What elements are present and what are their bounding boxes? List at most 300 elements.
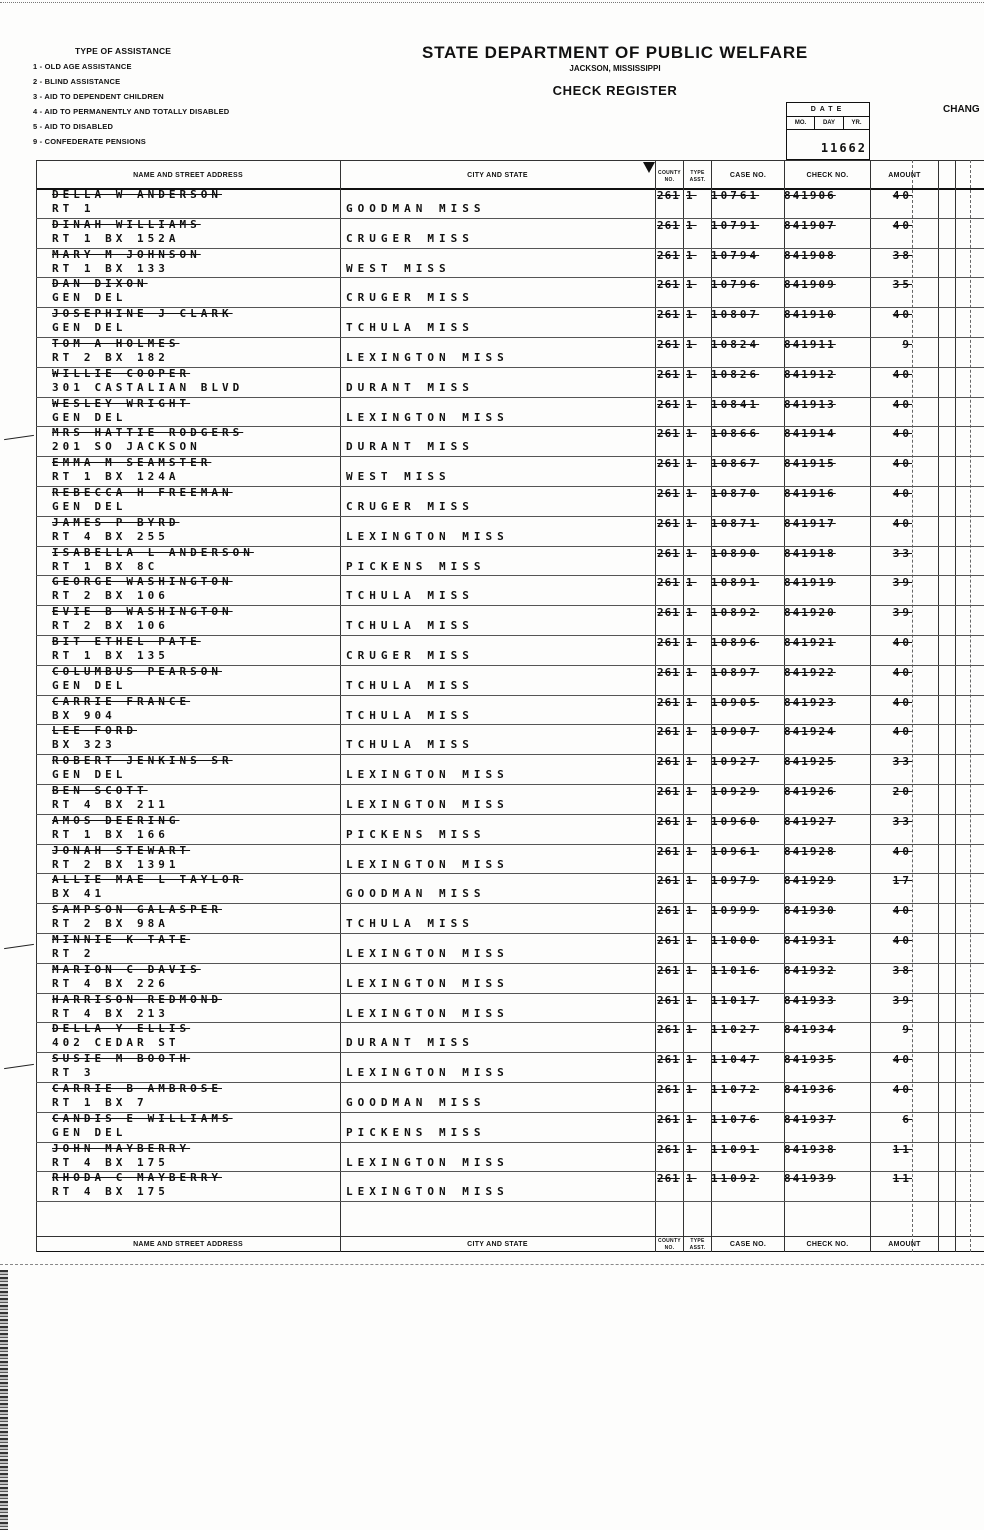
county-number: 261 xyxy=(657,1142,680,1156)
check-number: 841909 xyxy=(784,278,836,292)
check-number: 841931 xyxy=(784,934,836,947)
check-number: 841918 xyxy=(784,546,836,560)
assistance-type: 1 xyxy=(686,487,697,500)
col-type-asst: TYPE ASST. xyxy=(689,170,706,183)
payee-address: RT 2 BX 182 xyxy=(52,351,169,364)
assistance-type: 1 xyxy=(686,546,697,560)
county-number: 261 xyxy=(657,993,680,1007)
payment-amount: 40 xyxy=(892,218,912,232)
case-number: 11000 xyxy=(711,934,760,947)
payee-name: TOM A HOLMES xyxy=(52,337,180,350)
register-row xyxy=(36,904,984,934)
legend-item: 2 - BLIND ASSISTANCE xyxy=(33,77,121,86)
payee-name: DAN DIXON xyxy=(52,277,148,291)
payee-city-state: LEXINGTON MISS xyxy=(346,798,509,811)
payee-name: JAMES P BYRD xyxy=(52,515,180,529)
payee-name: SUSIE M BOOTH xyxy=(52,1052,191,1066)
footer-col-name-address: NAME AND STREET ADDRESS xyxy=(133,1241,243,1248)
payee-address: RT 1 BX 135 xyxy=(52,649,169,662)
payee-address: BX 323 xyxy=(52,738,116,752)
footer-col-amount: AMOUNT xyxy=(888,1241,921,1248)
assistance-type: 1 xyxy=(686,1142,697,1156)
payee-name: DINAH WILLIAMS xyxy=(52,217,201,231)
check-number: 841928 xyxy=(784,844,836,858)
register-row xyxy=(36,1083,984,1113)
footer-col-county-no: COUNTY NO. xyxy=(658,1238,681,1251)
payee-name: HARRISON REDMOND xyxy=(52,992,222,1006)
check-number: 841934 xyxy=(784,1023,836,1037)
payee-address: RT 4 BX 175 xyxy=(52,1185,169,1199)
payment-amount: 40 xyxy=(892,457,912,471)
col-case-no: CASE NO. xyxy=(729,172,767,179)
register-row xyxy=(36,1113,984,1143)
check-number: 841936 xyxy=(784,1083,836,1096)
payee-city-state: LEXINGTON MISS xyxy=(346,1006,509,1020)
assistance-type: 1 xyxy=(686,397,697,411)
payee-name: DELLA Y ELLIS xyxy=(52,1022,191,1036)
payee-address: RT 2 BX 106 xyxy=(52,619,169,633)
county-number: 261 xyxy=(657,218,680,232)
payee-name: REBECCA H FREEMAN xyxy=(52,486,233,499)
register-row xyxy=(36,338,984,368)
payee-name: JOSEPHINE J CLARK xyxy=(52,307,233,321)
case-number: 10927 xyxy=(711,755,760,769)
county-number: 261 xyxy=(657,516,680,530)
case-number: 11027 xyxy=(711,1023,760,1037)
payee-name: ROBERT JENKINS SR xyxy=(52,754,233,768)
payee-name: MARY M JOHNSON xyxy=(52,247,201,261)
table-top-rule xyxy=(36,160,984,161)
assistance-type: 1 xyxy=(686,189,697,202)
date-box xyxy=(786,102,870,160)
payee-address: RT 1 BX 124A xyxy=(52,470,180,484)
register-row xyxy=(36,934,984,964)
payee-city-state: TCHULA MISS xyxy=(346,619,474,633)
payee-city-state: PICKENS MISS xyxy=(346,1125,486,1139)
payee-name: DELLA W ANDERSON xyxy=(52,188,222,201)
payment-amount: 39 xyxy=(892,993,912,1007)
legend-item: 5 - AID TO DISABLED xyxy=(33,122,114,131)
county-number: 261 xyxy=(657,844,680,858)
county-number: 261 xyxy=(657,814,680,828)
payee-city-state: WEST MISS xyxy=(346,261,451,275)
check-number: 841927 xyxy=(784,814,836,828)
payment-amount: 33 xyxy=(892,755,912,769)
payee-city-state: LEXINGTON MISS xyxy=(346,947,509,960)
col-amount: AMOUNT xyxy=(888,172,921,179)
case-number: 10807 xyxy=(711,308,760,322)
agency-location: JACKSON, MISSISSIPPI xyxy=(569,64,661,73)
bottom-scan-edge xyxy=(0,1264,984,1265)
assistance-type-legend xyxy=(33,44,229,149)
payee-city-state: WEST MISS xyxy=(346,470,451,484)
footer-col-check-no: CHECK NO. xyxy=(806,1241,849,1248)
payee-city-state: CRUGER MISS xyxy=(346,231,474,245)
left-scan-edge xyxy=(0,1270,8,1530)
legend-item: 1 - OLD AGE ASSISTANCE xyxy=(33,62,132,71)
payee-address: GEN DEL xyxy=(52,500,127,513)
case-number: 10841 xyxy=(711,397,760,411)
payment-amount: 38 xyxy=(892,963,912,977)
payee-address: GEN DEL xyxy=(52,410,127,424)
payee-city-state: TCHULA MISS xyxy=(346,321,474,335)
case-number: 10929 xyxy=(711,785,760,798)
check-number: 841910 xyxy=(784,308,836,322)
payment-amount: 9 xyxy=(902,338,912,351)
case-number: 10791 xyxy=(711,218,760,232)
payee-name: EVIE B WASHINGTON xyxy=(52,605,233,619)
county-number: 261 xyxy=(657,755,680,769)
payee-name: BIT ETHEL PATE xyxy=(52,635,201,648)
check-number: 841923 xyxy=(784,695,836,709)
payee-address: GEN DEL xyxy=(52,678,127,692)
payment-amount: 40 xyxy=(892,904,912,918)
payee-address: 402 CEDAR ST xyxy=(52,1036,180,1050)
col-name-address: NAME AND STREET ADDRESS xyxy=(133,172,243,179)
payee-address: BX 904 xyxy=(52,708,116,722)
footer-top-rule xyxy=(36,1236,984,1237)
county-number: 261 xyxy=(657,546,680,560)
register-row xyxy=(36,278,984,308)
case-number: 10870 xyxy=(711,487,760,500)
check-number: 841920 xyxy=(784,606,836,620)
payment-amount: 40 xyxy=(892,308,912,322)
case-number: 10907 xyxy=(711,725,760,739)
register-row xyxy=(36,636,984,666)
payee-city-state: GOODMAN MISS xyxy=(346,202,486,215)
payee-city-state: LEXINGTON MISS xyxy=(346,768,509,782)
county-number: 261 xyxy=(657,427,680,441)
assistance-type: 1 xyxy=(686,963,697,977)
payee-city-state: LEXINGTON MISS xyxy=(346,351,509,364)
date-day-label: DAY xyxy=(815,117,844,130)
payee-address: RT 4 BX 226 xyxy=(52,976,169,990)
assistance-type: 1 xyxy=(686,278,697,292)
county-number: 261 xyxy=(657,1023,680,1037)
assistance-type: 1 xyxy=(686,218,697,232)
register-row xyxy=(36,964,984,994)
payee-city-state: CRUGER MISS xyxy=(346,649,474,662)
assistance-type: 1 xyxy=(686,725,697,739)
assistance-type: 1 xyxy=(686,695,697,709)
assistance-type: 1 xyxy=(686,1112,697,1126)
payee-address: RT 4 BX 213 xyxy=(52,1006,169,1020)
payment-amount: 40 xyxy=(892,636,912,649)
payee-name: ALLIE MAE L TAYLOR xyxy=(52,873,244,887)
row-rule xyxy=(36,1201,984,1202)
payee-name: WILLIE COOPER xyxy=(52,366,191,380)
county-number: 261 xyxy=(657,457,680,471)
top-scan-edge xyxy=(0,2,984,5)
payee-city-state: LEXINGTON MISS xyxy=(346,1066,509,1080)
payment-amount: 40 xyxy=(892,725,912,739)
payee-address: 201 SO JACKSON xyxy=(52,440,201,454)
case-number: 10905 xyxy=(711,695,760,709)
col-city-state: CITY AND STATE xyxy=(467,172,528,179)
assistance-type: 1 xyxy=(686,904,697,918)
check-number: 841939 xyxy=(784,1172,836,1186)
payment-amount: 40 xyxy=(892,695,912,709)
county-number: 261 xyxy=(657,665,680,679)
county-number: 261 xyxy=(657,189,680,202)
register-row xyxy=(36,457,984,487)
payee-address: GEN DEL xyxy=(52,1125,127,1139)
payee-name: AMOS DEERING xyxy=(52,813,180,827)
payee-name: GEORGE WASHINGTON xyxy=(52,575,233,589)
payment-amount: 20 xyxy=(892,785,912,798)
check-number: 841921 xyxy=(784,636,836,649)
payment-amount: 11 xyxy=(892,1142,912,1156)
check-number: 841906 xyxy=(784,189,836,202)
payee-city-state: GOODMAN MISS xyxy=(346,1096,486,1109)
payment-amount: 40 xyxy=(892,844,912,858)
footer-col-case-no: CASE NO. xyxy=(729,1241,767,1248)
register-row xyxy=(36,696,984,726)
assistance-type: 1 xyxy=(686,338,697,351)
date-month-label: MO. xyxy=(787,117,815,130)
col-check-no: CHECK NO. xyxy=(806,172,849,179)
case-number: 10871 xyxy=(711,516,760,530)
register-row xyxy=(36,845,984,875)
payee-city-state: LEXINGTON MISS xyxy=(346,976,509,990)
check-number: 841933 xyxy=(784,993,836,1007)
check-number: 841937 xyxy=(784,1112,836,1126)
payee-name: WESLEY WRIGHT xyxy=(52,396,191,410)
payment-amount: 40 xyxy=(892,1053,912,1067)
case-number: 10866 xyxy=(711,427,760,441)
register-row xyxy=(36,427,984,457)
county-number: 261 xyxy=(657,636,680,649)
legend-item: 3 - AID TO DEPENDENT CHILDREN xyxy=(33,92,164,101)
payee-city-state: TCHULA MISS xyxy=(346,589,474,603)
case-number: 10826 xyxy=(711,367,760,381)
assistance-type: 1 xyxy=(686,814,697,828)
payment-amount: 17 xyxy=(892,874,912,888)
county-number: 261 xyxy=(657,1083,680,1096)
check-number: 841926 xyxy=(784,785,836,798)
county-number: 261 xyxy=(657,576,680,590)
check-number: 841913 xyxy=(784,397,836,411)
payee-city-state: TCHULA MISS xyxy=(346,738,474,752)
payment-amount: 9 xyxy=(902,1023,912,1037)
register-title: CHECK REGISTER xyxy=(552,83,678,98)
check-number: 841912 xyxy=(784,367,836,381)
payee-address: RT 1 BX 8C xyxy=(52,559,159,573)
payee-city-state: CRUGER MISS xyxy=(346,500,474,513)
case-number: 11091 xyxy=(711,1142,760,1156)
payee-name: MRS HATTIE RODGERS xyxy=(52,426,244,440)
table-bottom-rule xyxy=(36,1251,984,1252)
assistance-type: 1 xyxy=(686,665,697,679)
payment-amount: 40 xyxy=(892,367,912,381)
payee-city-state: CRUGER MISS xyxy=(346,291,474,305)
county-number: 261 xyxy=(657,308,680,322)
case-number: 11047 xyxy=(711,1053,760,1067)
date-year-label: YR. xyxy=(844,117,869,130)
case-number: 10796 xyxy=(711,278,760,292)
case-number: 10960 xyxy=(711,814,760,828)
payee-city-state: LEXINGTON MISS xyxy=(346,529,509,543)
case-number: 10890 xyxy=(711,546,760,560)
payee-address: RT 1 BX 133 xyxy=(52,261,169,275)
case-number: 11072 xyxy=(711,1083,760,1096)
payee-name: CARRIE FRANCE xyxy=(52,694,191,708)
county-number: 261 xyxy=(657,1172,680,1186)
check-number: 841915 xyxy=(784,457,836,471)
check-number: 841911 xyxy=(784,338,836,351)
payee-city-state: DURANT MISS xyxy=(346,440,474,454)
county-number: 261 xyxy=(657,367,680,381)
case-number: 11076 xyxy=(711,1112,760,1126)
legend-title: TYPE OF ASSISTANCE xyxy=(75,46,172,56)
check-number: 841938 xyxy=(784,1142,836,1156)
payee-address: RT 4 BX 175 xyxy=(52,1155,169,1169)
payee-address: 301 CASTALIAN BLVD xyxy=(52,380,244,394)
case-number: 11017 xyxy=(711,993,760,1007)
register-row xyxy=(36,994,984,1024)
case-number: 10979 xyxy=(711,874,760,888)
payee-address: RT 2 BX 106 xyxy=(52,589,169,603)
assistance-type: 1 xyxy=(686,636,697,649)
payee-name: CANDIS E WILLIAMS xyxy=(52,1111,233,1125)
payee-city-state: LEXINGTON MISS xyxy=(346,1185,509,1199)
case-number: 10999 xyxy=(711,904,760,918)
check-number: 841932 xyxy=(784,963,836,977)
case-number: 10891 xyxy=(711,576,760,590)
payment-amount: 35 xyxy=(892,278,912,292)
changes-heading: CHANG xyxy=(943,104,980,115)
payee-city-state: LEXINGTON MISS xyxy=(346,410,509,424)
check-number: 841929 xyxy=(784,874,836,888)
county-number: 261 xyxy=(657,904,680,918)
check-number: 841916 xyxy=(784,487,836,500)
payee-address: RT 1 xyxy=(52,202,95,215)
register-row xyxy=(36,755,984,785)
payee-name: RHODA C MAYBERRY xyxy=(52,1171,222,1185)
payee-name: ISABELLA L ANDERSON xyxy=(52,545,254,559)
margin-pen-mark xyxy=(4,944,34,949)
county-number: 261 xyxy=(657,725,680,739)
payee-address: GEN DEL xyxy=(52,321,127,335)
legend-item: 9 - CONFEDERATE PENSIONS xyxy=(33,137,147,146)
footer-col-type-asst: TYPE ASST. xyxy=(689,1238,706,1251)
check-number: 841908 xyxy=(784,248,836,262)
col-county-no: COUNTY NO. xyxy=(658,170,681,183)
payee-city-state: TCHULA MISS xyxy=(346,708,474,722)
county-number: 261 xyxy=(657,278,680,292)
payment-amount: 40 xyxy=(892,189,912,202)
payment-amount: 40 xyxy=(892,487,912,500)
payment-amount: 40 xyxy=(892,516,912,530)
date-label: DATE xyxy=(787,103,869,117)
payee-name: JONAH STEWART xyxy=(52,843,191,857)
register-row xyxy=(36,576,984,606)
case-number: 11016 xyxy=(711,963,760,977)
payee-address: RT 2 BX 1391 xyxy=(52,857,180,871)
register-row xyxy=(36,547,984,577)
assistance-type: 1 xyxy=(686,755,697,769)
assistance-type: 1 xyxy=(686,516,697,530)
assistance-type: 1 xyxy=(686,1023,697,1037)
county-number: 261 xyxy=(657,874,680,888)
county-number: 261 xyxy=(657,963,680,977)
payee-city-state: DURANT MISS xyxy=(346,1036,474,1050)
case-number: 10896 xyxy=(711,636,760,649)
payee-name: BEN SCOTT xyxy=(52,784,148,797)
check-number: 841925 xyxy=(784,755,836,769)
case-number: 10761 xyxy=(711,189,760,202)
payment-amount: 40 xyxy=(892,934,912,947)
case-number: 10961 xyxy=(711,844,760,858)
register-row xyxy=(36,874,984,904)
payee-address: RT 1 BX 7 xyxy=(52,1096,148,1109)
payment-amount: 6 xyxy=(902,1112,912,1126)
register-row xyxy=(36,487,984,517)
register-row xyxy=(36,1053,984,1083)
margin-pen-mark xyxy=(4,1064,34,1069)
register-row xyxy=(36,308,984,338)
assistance-type: 1 xyxy=(686,874,697,888)
payee-address: RT 1 BX 166 xyxy=(52,827,169,841)
register-row xyxy=(36,725,984,755)
assistance-type: 1 xyxy=(686,844,697,858)
county-number: 261 xyxy=(657,1053,680,1067)
assistance-type: 1 xyxy=(686,1083,697,1096)
register-row xyxy=(36,189,984,219)
date-value: 11662 xyxy=(820,141,867,155)
county-number: 261 xyxy=(657,487,680,500)
payee-address: RT 2 xyxy=(52,947,95,960)
payee-name: EMMA M SEAMSTER xyxy=(52,456,212,470)
case-number: 10867 xyxy=(711,457,760,471)
check-number: 841930 xyxy=(784,904,836,918)
assistance-type: 1 xyxy=(686,785,697,798)
case-number: 10794 xyxy=(711,248,760,262)
payment-amount: 40 xyxy=(892,397,912,411)
payee-name: LEE FORD xyxy=(52,724,137,738)
register-row xyxy=(36,606,984,636)
register-row xyxy=(36,398,984,428)
register-row xyxy=(36,785,984,815)
register-row xyxy=(36,1023,984,1053)
payee-address: RT 4 BX 211 xyxy=(52,798,169,811)
register-row xyxy=(36,1172,984,1202)
check-number: 841914 xyxy=(784,427,836,441)
check-number: 841919 xyxy=(784,576,836,590)
assistance-type: 1 xyxy=(686,1053,697,1067)
county-number: 261 xyxy=(657,397,680,411)
check-number: 841922 xyxy=(784,665,836,679)
payee-city-state: DURANT MISS xyxy=(346,380,474,394)
payee-address: RT 3 xyxy=(52,1066,95,1080)
check-number: 841917 xyxy=(784,516,836,530)
assistance-type: 1 xyxy=(686,993,697,1007)
footer-col-city-state: CITY AND STATE xyxy=(467,1241,528,1248)
assistance-type: 1 xyxy=(686,1172,697,1186)
payee-city-state: LEXINGTON MISS xyxy=(346,857,509,871)
payee-name: CARRIE B AMBROSE xyxy=(52,1082,222,1095)
county-number: 261 xyxy=(657,785,680,798)
payee-name: SAMPSON GALASPER xyxy=(52,903,222,917)
payee-address: GEN DEL xyxy=(52,291,127,305)
payment-amount: 39 xyxy=(892,606,912,620)
payment-amount: 38 xyxy=(892,248,912,262)
payee-city-state: PICKENS MISS xyxy=(346,827,486,841)
county-number: 261 xyxy=(657,338,680,351)
register-row xyxy=(36,517,984,547)
assistance-type: 1 xyxy=(686,457,697,471)
payee-name: JOHN MAYBERRY xyxy=(52,1141,191,1155)
